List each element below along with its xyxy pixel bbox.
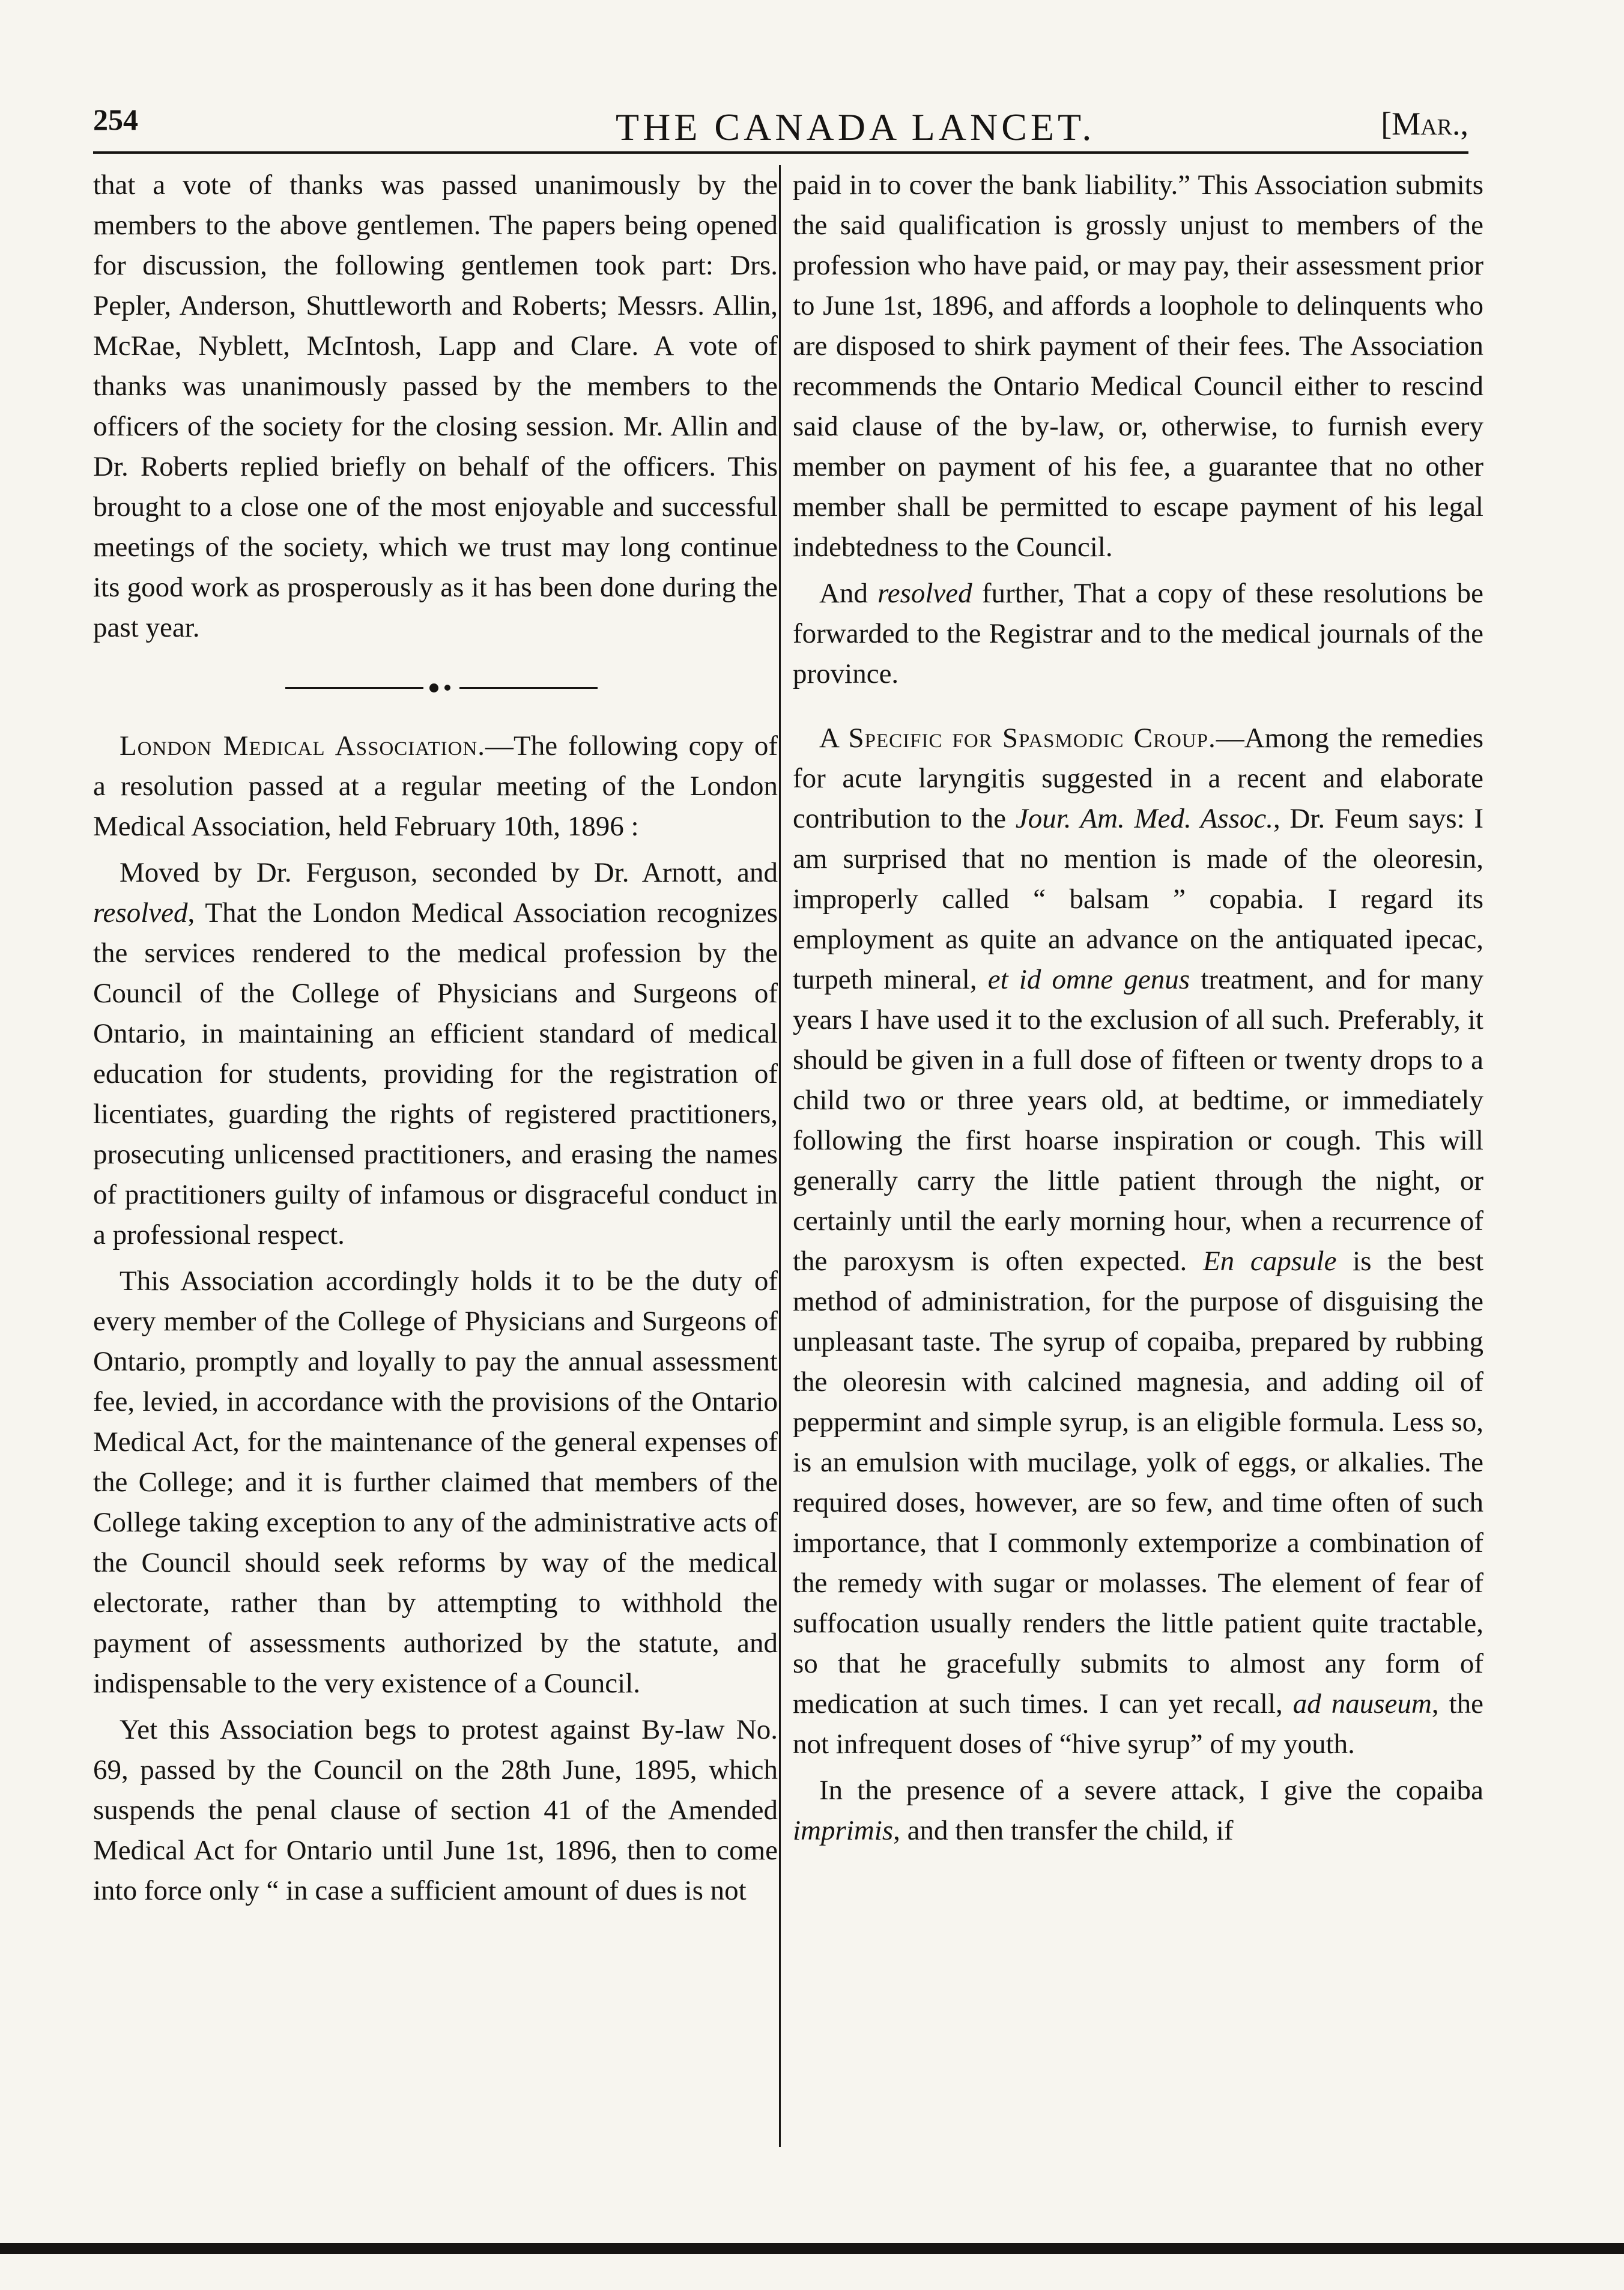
page-number: 254: [93, 103, 138, 136]
issue-month: [Mar.,: [1381, 106, 1468, 142]
bank-liability-paragraph: paid in to cover the bank liability.” This Association submits the said qualification is grossly unjust to members of the profession who have paid, or may pay, their assessment prior to June 1st, 1896, and affords a loophole to delinquents who are disposed to shirk payment of their fees. The Association recommends the Ontario Medical Council either to rescind said clause of the by-law, or, otherwise, to furnish every member on payment of his fee, a guarantee that no other member shall be permitted to escape payment of his legal indebtedness to the Council.: [793, 169, 1483, 563]
page-header: [93, 78, 1468, 168]
society-closing-paragraph: that a vote of thanks was passed unanimously by the members to the above gentlemen. The papers being opened for discussion, the following gentlemen took part: Drs. Pepler, Anderson, Shuttleworth and Roberts; Messrs. Allin, McRae, Nyblett, McIntosh, Lapp and Clare. A vote of thanks was unanimously passed by the members to the officers of the society for the closing session. Mr. Allin and Dr. Roberts replied briefly on behalf of the officers. This brought to a close one of the most enjoyable and successful meetings of the society, which we trust may long continue its good work as prosperously as it has been done during the past year.: [93, 169, 778, 643]
column-divider: [779, 165, 781, 2147]
right-column: [793, 165, 1483, 2153]
london-association-intro: London Medical Association.—The following copy of a resolution passed at a regular meeting of the London Medical Association, held February 10th, 1896 :: [93, 730, 778, 842]
journal-title: THE CANADA LANCET.: [616, 106, 1095, 148]
resolved-further-paragraph: And resolved further, That a copy of these resolutions be forwarded to the Registrar and to the medical journals of the province.: [793, 578, 1483, 689]
association-duty-paragraph: This Association accordingly holds it to be the duty of every member of the College of Physicians and Surgeons of Ontario, promptly and loyally to pay the annual assessment fee, levied, in accordance with the provisions of the Ontario Medical Act, for the maintenance of the general expenses of the College; and it is further claimed that members of the College taking exception to any of the administrative acts of the Council should seek reforms by way of the medical electorate, rather than by attempting to withhold the payment of assessments authorized by the statute, and indispensable to the very existence of a Council.: [93, 1265, 778, 1699]
moved-paragraph: Moved by Dr. Ferguson, seconded by Dr. Arnott, and resolved, That the London Medical Association recognizes the services rendered to the medical profession by the Council of the College of Physicians and Surgeons of Ontario, in maintaining an efficient standard of medical education for students, providing for the registration of licentiates, guarding the rights of registered practitioners, prosecuting unlicensed practitioners, and erasing the names of practitioners guilty of infamous or disgraceful conduct in a professional respect.: [93, 857, 778, 1250]
london-association-heading: London Medical Association.: [120, 730, 486, 762]
left-column: [93, 165, 778, 2153]
header-rule: [93, 151, 1468, 154]
bylaw-protest-paragraph: Yet this Association begs to protest against By-law No. 69, passed by the Council on the 28th June, 1895, which suspends the penal clause of section 41 of the Amended Medical Act for Ontario until June 1st, 1896, then to come into force only “ in case a sufficient amount of dues is not: [93, 1714, 778, 1906]
croup-paragraph: A Specific for Spasmodic Croup.—Among the remedies for acute laryngitis suggested in a recent and elaborate contribution to the Jour. Am. Med. Assoc., Dr. Feum says: I am surprised that no mention is made of the oleoresin, improperly called “ balsam ” copabia. I regard its employment as quite an advance on the antiquated ipecac, turpeth mineral, et id omne genus treatment, and for many years I have used it to the exclusion of all such. Preferably, it should be given in a full dose of fifteen or twenty drops to a child two or three years old, at bedtime, or immediately following the first hoarse inspiration or cough. This will generally carry the little patient through the night, or certainly until the early morning hour, when a recurrence of the paroxysm is often expected. En capsule is the best method of administration, for the purpose of disguising the unpleasant taste. The syrup of copaiba, prepared by rubbing the oleoresin with calcined magnesia, and adding oil of peppermint and simple syrup, is an eligible formula. Less so, is an emulsion with mucilage, yolk of eggs, or alkalies. The required doses, however, are so few, and time often of such importance, that I commonly extemporize a combination of the remedy with sugar or molasses. The element of fear of suffocation usually renders the little patient quite tractable, so that he gracefully submits to almost any form of medication at such times. I can yet recall, ad nauseum, the not infrequent doses of “hive syrup” of my youth.: [793, 722, 1483, 1760]
severe-attack-paragraph: In the presence of a severe attack, I give the copaiba imprimis, and then transfer the child, if: [793, 1775, 1483, 1846]
page-bottom-edge: [0, 2243, 1624, 2254]
croup-heading: A Specific for Spasmodic Croup.: [819, 722, 1216, 754]
section-ornament: [285, 648, 598, 726]
